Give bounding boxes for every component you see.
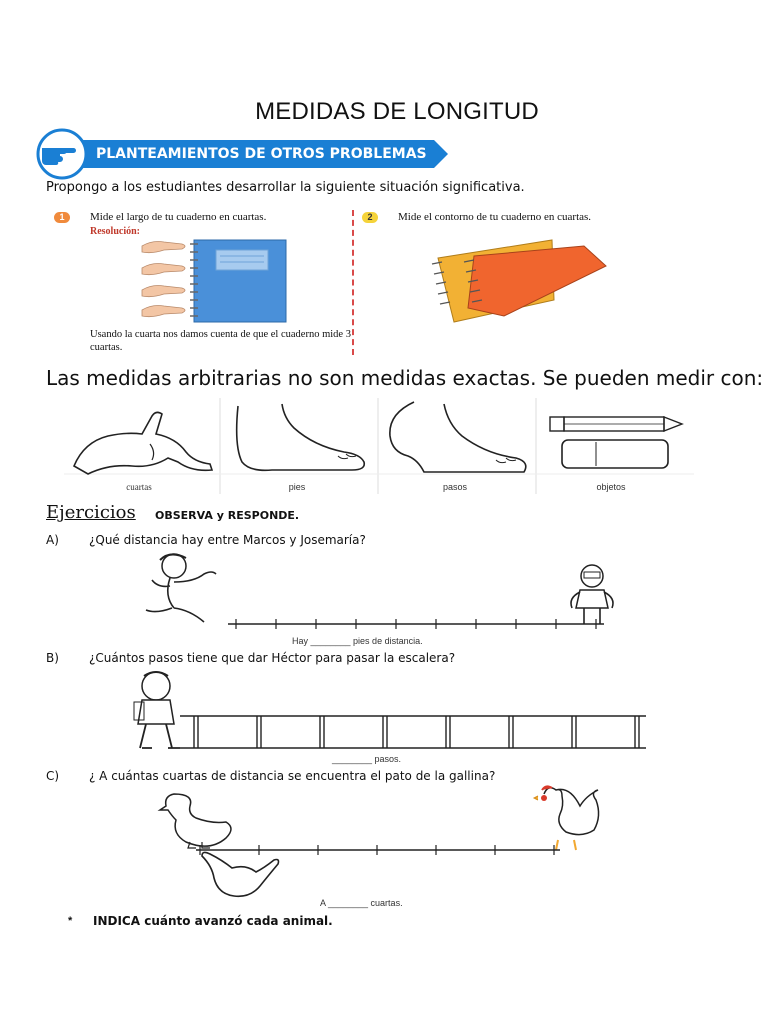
distance-ruler-a	[228, 618, 608, 630]
unit-label: pasos	[442, 482, 468, 492]
pencil-icon	[548, 414, 688, 434]
eraser-icon	[560, 438, 672, 472]
running-boy-illustration	[140, 552, 240, 626]
note-text: INDICA cuánto avanzó cada animal.	[93, 914, 333, 928]
question-text: ¿ A cuántas cuartas de distancia se encuentra el pato de la gallina?	[89, 769, 496, 783]
resolution-label: Resolución:	[90, 226, 140, 237]
question-text: ¿Qué distancia hay entre Marcos y Josemaría?	[89, 533, 366, 547]
question-letter: B)	[46, 651, 59, 665]
question-text: ¿Cuántos pasos tiene que dar Héctor para pasar la escalera?	[89, 651, 456, 665]
problem1-conclusion: Usando la cuarta nos damos cuenta de que el cuaderno mide 3 cuartas.	[90, 329, 351, 353]
pointing-hand-icon	[40, 140, 80, 168]
problem1-label: Mide el largo de tu cuaderno en cuartas.	[90, 211, 267, 223]
unit-label: cuartas	[126, 482, 152, 492]
note-bullet: *	[68, 915, 73, 927]
banner-label: PLANTEAMIENTOS DE OTROS PROBLEMAS	[96, 146, 427, 162]
intro-text: Propongo a los estudiantes desarrollar la siguiente situación significativa.	[46, 180, 525, 195]
exercises-title: Ejercicios	[46, 502, 136, 523]
unit-label: pies	[288, 482, 306, 492]
hen-illustration	[534, 784, 600, 852]
pasos-foot-icon	[384, 398, 530, 474]
hands-measuring-illustration	[138, 238, 190, 320]
standing-boy-illustration	[556, 562, 628, 626]
spiral-notebooks-illustration	[424, 238, 608, 330]
problem-number-badge: 1	[54, 212, 70, 223]
answer-blank: A ________ cuartas.	[320, 898, 403, 908]
cuartas-hand-icon	[70, 404, 218, 474]
pies-foot-icon	[228, 402, 374, 474]
exercises-instruction: OBSERVA y RESPONDE.	[155, 509, 300, 522]
ladder-illustration	[180, 714, 646, 750]
page-title: MEDIDAS DE LONGITUD	[255, 98, 539, 125]
duck-illustration	[160, 790, 234, 850]
problem-number-badge: 2	[362, 212, 378, 223]
blue-notebook-illustration	[186, 238, 286, 324]
problem2-label: Mide el contorno de tu cuaderno en cuartas.	[398, 211, 592, 223]
unit-label: objetos	[596, 482, 626, 492]
cuarta-hand-icon	[198, 852, 282, 900]
answer-blank: ________ pasos.	[332, 754, 402, 764]
problem-separator	[352, 210, 354, 355]
question-letter: A)	[46, 533, 59, 547]
question-letter: C)	[46, 769, 60, 783]
answer-blank: Hay ________ pies de distancia.	[292, 636, 423, 646]
statement-text: Las medidas arbitrarias no son medidas exactas. Se pueden medir con:	[46, 366, 764, 390]
